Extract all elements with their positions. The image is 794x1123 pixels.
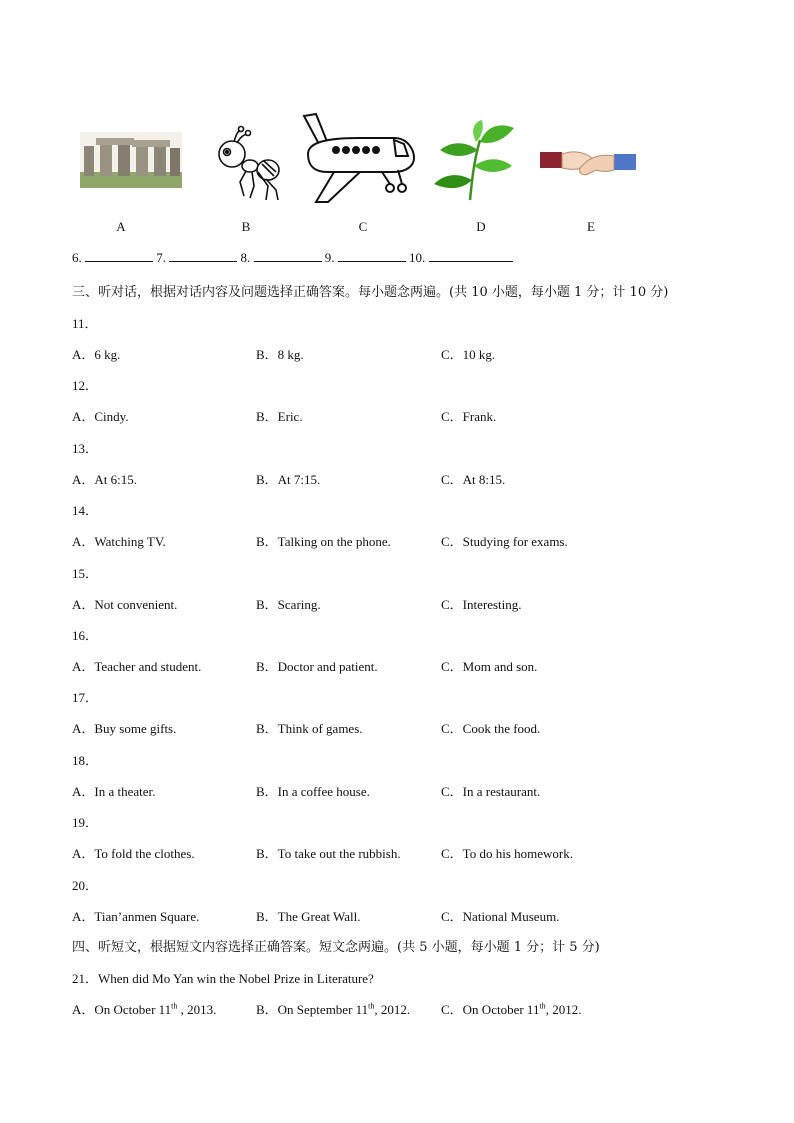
q8-label: 8. <box>240 250 251 265</box>
answer-option[interactable]: A．Teacher and student. <box>72 659 202 674</box>
section3-heading: 三、听对话，根据对话内容及问题选择正确答案。每小题念两遍。(共 10 小题，每小题 1 分；计 10 分) <box>72 285 669 300</box>
answer-option[interactable]: B．At 7:15. <box>256 471 321 487</box>
answer-option[interactable]: B．Think of games. <box>256 721 363 737</box>
question-number: 13． <box>72 440 99 456</box>
q21-option-a-sup: th <box>171 1001 178 1011</box>
answer-option[interactable]: B．Talking on the phone. <box>256 534 391 550</box>
question-number: 15． <box>72 565 99 581</box>
question-number: 16． <box>72 628 99 643</box>
q21-option-a[interactable] <box>72 999 216 1018</box>
section4-heading: 四、听短文，根据短文内容选择正确答案。短文念两遍。(共 5 小题，每小题 1 分；计 5 分) <box>72 940 600 955</box>
answer-option[interactable]: B．Scaring. <box>256 596 321 612</box>
answer-blanks-row <box>72 250 513 266</box>
q21-option-b-prefix: B．On September 11 <box>256 1002 369 1017</box>
answer-option[interactable]: C．Mom and son. <box>441 659 538 674</box>
answer-option[interactable]: A．In a theater. <box>72 783 156 799</box>
q10-label: 10. <box>409 250 426 265</box>
picture-label-a: A <box>116 219 126 234</box>
answer-option[interactable]: B．Doctor and patient. <box>256 659 378 674</box>
answer-option[interactable]: C．In a restaurant. <box>441 783 541 799</box>
answer-option[interactable]: C．Cook the food. <box>441 721 541 737</box>
q21-option-c-sup: th <box>539 1001 546 1011</box>
answer-option[interactable]: A．Cindy. <box>72 409 129 425</box>
q7-blank[interactable] <box>169 250 237 262</box>
picture-label-c: C <box>358 219 368 234</box>
q6-label: 6. <box>72 250 82 265</box>
q21-stem: 21．When did Mo Yan win the Nobel Prize in Literature? <box>72 971 374 986</box>
answer-option[interactable]: B．Eric. <box>256 409 303 425</box>
question-number: 20． <box>72 877 99 893</box>
answer-option[interactable]: B．The Great Wall. <box>256 908 361 924</box>
answer-option[interactable]: A．Watching TV. <box>72 534 166 550</box>
question-number: 11． <box>72 316 98 331</box>
answer-option[interactable]: A．Not convenient. <box>72 596 178 612</box>
answer-option[interactable]: B．8 kg. <box>256 347 304 362</box>
question-number: 19． <box>72 815 99 831</box>
q9-label: 9. <box>324 250 335 265</box>
answer-option[interactable]: A．6 kg. <box>72 347 121 362</box>
q21-option-b-sup: th <box>368 1001 375 1011</box>
answer-option[interactable]: A．Tian’anmen Square. <box>72 908 200 924</box>
picture-label-d: D <box>476 219 486 234</box>
q21-option-c-prefix: C．On October 11 <box>441 1002 540 1017</box>
ant-picture <box>212 124 284 204</box>
answer-option[interactable]: C．To do his homework. <box>441 846 573 862</box>
q6-blank[interactable] <box>85 250 153 262</box>
q8-blank[interactable] <box>254 250 322 262</box>
answer-option[interactable]: C．At 8:15. <box>441 471 506 487</box>
stonehenge-picture <box>80 132 182 188</box>
question-number: 17． <box>72 690 99 706</box>
picture-label-e: E <box>587 219 595 234</box>
q21-option-c[interactable] <box>441 999 581 1018</box>
answer-option[interactable]: A．To fold the clothes. <box>72 846 195 862</box>
q21-option-b[interactable] <box>256 999 410 1018</box>
q21-option-a-prefix: A．On October 11 <box>72 1002 172 1017</box>
picture-label-b: B <box>241 219 251 234</box>
answer-option[interactable]: B．In a coffee house. <box>256 783 370 799</box>
airplane-picture <box>298 110 418 206</box>
answer-option[interactable]: C．10 kg. <box>441 347 496 362</box>
answer-option[interactable]: A．Buy some gifts. <box>72 721 177 737</box>
question-number: 14． <box>72 503 99 519</box>
question-number: 18． <box>72 752 99 768</box>
answer-option[interactable]: C．National Museum. <box>441 908 560 924</box>
answer-option[interactable]: C．Frank. <box>441 409 497 425</box>
handshake-picture <box>540 144 636 184</box>
q7-label: 7. <box>156 250 166 265</box>
answer-option[interactable]: A．At 6:15. <box>72 471 138 487</box>
q21-option-a-suffix: , 2013. <box>177 1002 217 1017</box>
answer-option[interactable]: C．Interesting. <box>441 596 522 612</box>
answer-option[interactable]: C．Studying for exams. <box>441 534 568 550</box>
question-number: 12． <box>72 378 99 394</box>
q10-blank[interactable] <box>429 250 513 262</box>
q9-blank[interactable] <box>338 250 406 262</box>
tea-leaves-picture <box>430 120 520 202</box>
q21-option-c-suffix: , 2012. <box>545 1002 582 1017</box>
q21-option-b-suffix: , 2012. <box>374 1002 411 1017</box>
answer-option[interactable]: B．To take out the rubbish. <box>256 846 401 862</box>
